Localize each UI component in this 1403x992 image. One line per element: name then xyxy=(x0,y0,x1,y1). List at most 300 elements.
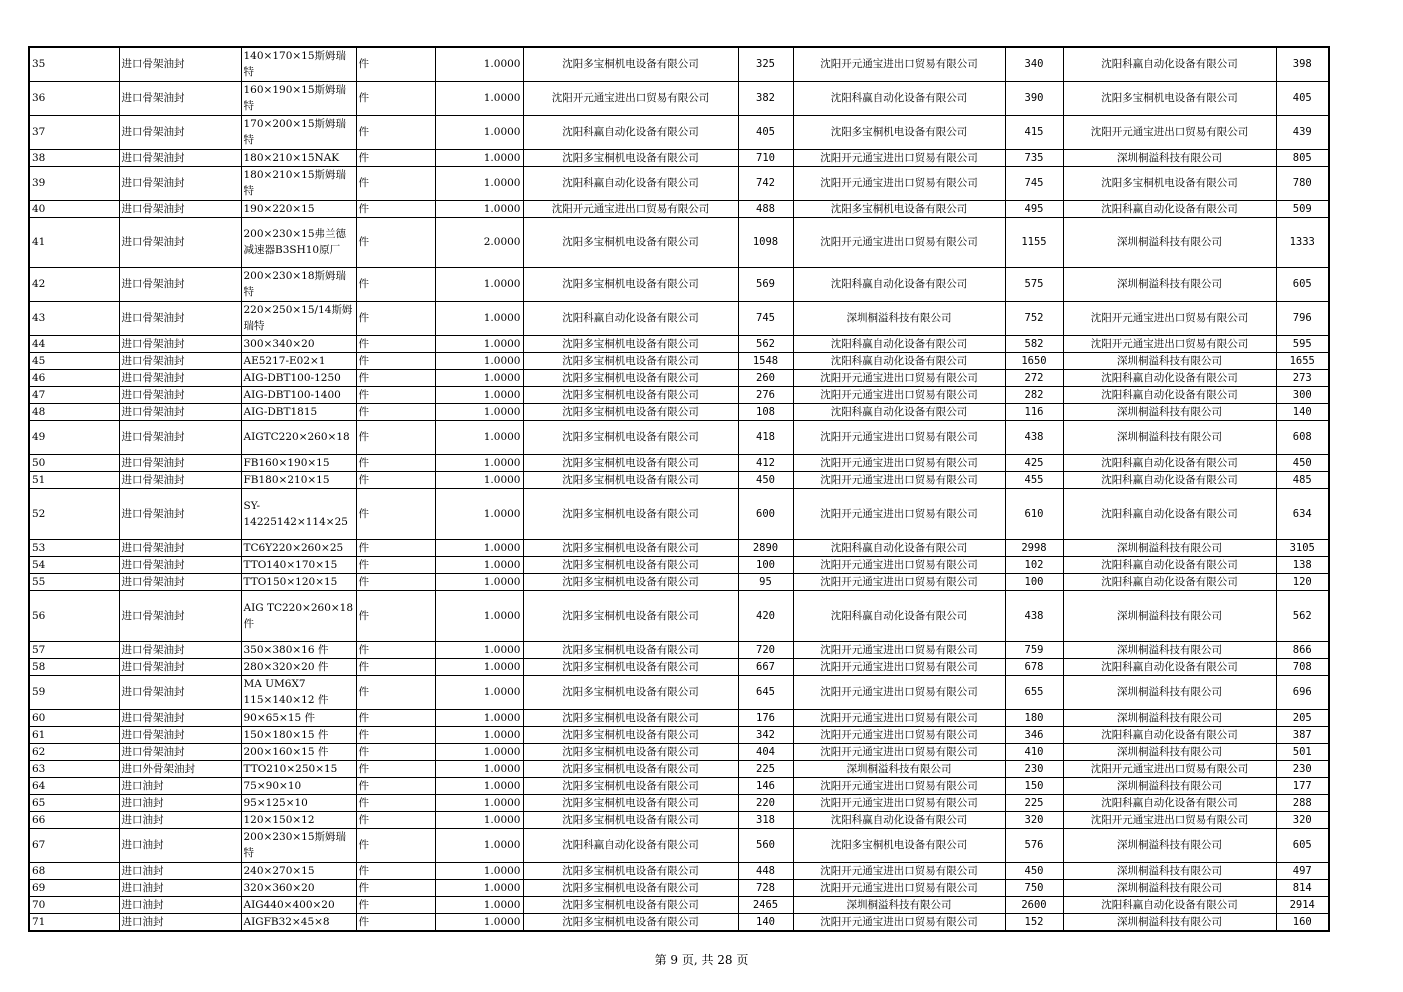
item-quantity: 1.0000 xyxy=(435,149,523,166)
supplier-3: 深圳桐溢科技有限公司 xyxy=(1063,862,1276,879)
row-number: 39 xyxy=(29,166,119,200)
item-spec: AIG TC220×260×18 件 xyxy=(241,590,356,641)
supplier-3: 深圳桐溢科技有限公司 xyxy=(1063,641,1276,658)
supplier-2: 沈阳开元通宝进出口贸易有限公司 xyxy=(793,217,1005,267)
row-number: 47 xyxy=(29,386,119,403)
row-number: 69 xyxy=(29,879,119,896)
price-3: 140 xyxy=(1276,403,1329,420)
price-2: 576 xyxy=(1005,828,1063,862)
item-quantity: 1.0000 xyxy=(435,267,523,301)
supplier-1: 沈阳多宝桐机电设备有限公司 xyxy=(523,217,738,267)
supplier-3: 深圳桐溢科技有限公司 xyxy=(1063,675,1276,709)
price-3: 605 xyxy=(1276,828,1329,862)
item-name: 进口油封 xyxy=(119,913,241,931)
price-2: 230 xyxy=(1005,760,1063,777)
price-1: 560 xyxy=(738,828,793,862)
table-row xyxy=(29,539,1329,556)
table-row xyxy=(29,811,1329,828)
item-quantity: 1.0000 xyxy=(435,828,523,862)
supplier-2: 沈阳开元通宝进出口贸易有限公司 xyxy=(793,726,1005,743)
item-unit: 件 xyxy=(356,166,435,200)
price-1: 225 xyxy=(738,760,793,777)
row-number: 66 xyxy=(29,811,119,828)
item-spec: AIG-DBT100-1250 xyxy=(241,369,356,386)
supplier-1: 沈阳多宝桐机电设备有限公司 xyxy=(523,641,738,658)
price-1: 418 xyxy=(738,420,793,454)
item-spec: MA UM6X7 115×140×12 件 xyxy=(241,675,356,709)
item-name: 进口骨架油封 xyxy=(119,420,241,454)
price-2: 438 xyxy=(1005,590,1063,641)
item-spec: 170×200×15斯姆瑞特 xyxy=(241,115,356,149)
item-spec: TC6Y220×260×25 xyxy=(241,539,356,556)
item-unit: 件 xyxy=(356,488,435,539)
supplier-1: 沈阳多宝桐机电设备有限公司 xyxy=(523,896,738,913)
item-unit: 件 xyxy=(356,386,435,403)
price-2: 759 xyxy=(1005,641,1063,658)
price-2: 225 xyxy=(1005,794,1063,811)
row-number: 37 xyxy=(29,115,119,149)
price-1: 325 xyxy=(738,47,793,81)
supplier-2: 沈阳多宝桐机电设备有限公司 xyxy=(793,200,1005,217)
item-spec: SY-14225142×114×25 xyxy=(241,488,356,539)
supplier-1: 沈阳多宝桐机电设备有限公司 xyxy=(523,488,738,539)
table-row xyxy=(29,47,1329,81)
item-unit: 件 xyxy=(356,81,435,115)
row-number: 55 xyxy=(29,573,119,590)
item-quantity: 1.0000 xyxy=(435,896,523,913)
supplier-1: 沈阳多宝桐机电设备有限公司 xyxy=(523,862,738,879)
item-unit: 件 xyxy=(356,658,435,675)
table-row xyxy=(29,488,1329,539)
item-name: 进口油封 xyxy=(119,862,241,879)
price-1: 420 xyxy=(738,590,793,641)
item-spec: 90×65×15 件 xyxy=(241,709,356,726)
item-name: 进口油封 xyxy=(119,879,241,896)
item-spec: TTO140×170×15 xyxy=(241,556,356,573)
supplier-1: 沈阳多宝桐机电设备有限公司 xyxy=(523,777,738,794)
price-3: 708 xyxy=(1276,658,1329,675)
supplier-2: 沈阳开元通宝进出口贸易有限公司 xyxy=(793,420,1005,454)
item-unit: 件 xyxy=(356,200,435,217)
item-unit: 件 xyxy=(356,862,435,879)
item-quantity: 1.0000 xyxy=(435,573,523,590)
price-1: 176 xyxy=(738,709,793,726)
supplier-3: 沈阳科赢自动化设备有限公司 xyxy=(1063,658,1276,675)
item-quantity: 1.0000 xyxy=(435,539,523,556)
row-number: 43 xyxy=(29,301,119,335)
item-name: 进口骨架油封 xyxy=(119,149,241,166)
supplier-1: 沈阳多宝桐机电设备有限公司 xyxy=(523,590,738,641)
price-3: 120 xyxy=(1276,573,1329,590)
price-2: 340 xyxy=(1005,47,1063,81)
item-name: 进口骨架油封 xyxy=(119,743,241,760)
supplier-3: 沈阳开元通宝进出口贸易有限公司 xyxy=(1063,811,1276,828)
table-row xyxy=(29,149,1329,166)
item-spec: FB160×190×15 xyxy=(241,454,356,471)
supplier-1: 沈阳多宝桐机电设备有限公司 xyxy=(523,149,738,166)
page-footer: 第 9 页, 共 28 页 xyxy=(654,953,749,967)
item-spec: 120×150×12 xyxy=(241,811,356,828)
supplier-3: 深圳桐溢科技有限公司 xyxy=(1063,590,1276,641)
item-quantity: 1.0000 xyxy=(435,200,523,217)
supplier-1: 沈阳多宝桐机电设备有限公司 xyxy=(523,794,738,811)
supplier-2: 沈阳开元通宝进出口贸易有限公司 xyxy=(793,709,1005,726)
supplier-2: 沈阳科赢自动化设备有限公司 xyxy=(793,335,1005,352)
item-spec: 140×170×15斯姆瑞特 xyxy=(241,47,356,81)
item-name: 进口骨架油封 xyxy=(119,658,241,675)
price-3: 501 xyxy=(1276,743,1329,760)
supplier-1: 沈阳开元通宝进出口贸易有限公司 xyxy=(523,200,738,217)
price-2: 750 xyxy=(1005,879,1063,896)
table-row xyxy=(29,166,1329,200)
price-3: 273 xyxy=(1276,369,1329,386)
price-1: 488 xyxy=(738,200,793,217)
item-quantity: 1.0000 xyxy=(435,556,523,573)
item-quantity: 1.0000 xyxy=(435,454,523,471)
item-unit: 件 xyxy=(356,590,435,641)
item-quantity: 1.0000 xyxy=(435,709,523,726)
price-2: 745 xyxy=(1005,166,1063,200)
item-quantity: 1.0000 xyxy=(435,352,523,369)
item-name: 进口骨架油封 xyxy=(119,709,241,726)
price-1: 710 xyxy=(738,149,793,166)
price-2: 450 xyxy=(1005,862,1063,879)
item-unit: 件 xyxy=(356,352,435,369)
supplier-2: 沈阳开元通宝进出口贸易有限公司 xyxy=(793,794,1005,811)
table-row xyxy=(29,369,1329,386)
item-spec: 180×210×15斯姆瑞特 xyxy=(241,166,356,200)
row-number: 42 xyxy=(29,267,119,301)
supplier-3: 沈阳科赢自动化设备有限公司 xyxy=(1063,794,1276,811)
price-3: 608 xyxy=(1276,420,1329,454)
row-number: 54 xyxy=(29,556,119,573)
item-spec: AIGTC220×260×18 xyxy=(241,420,356,454)
supplier-3: 沈阳科赢自动化设备有限公司 xyxy=(1063,454,1276,471)
price-3: 138 xyxy=(1276,556,1329,573)
item-unit: 件 xyxy=(356,471,435,488)
price-1: 728 xyxy=(738,879,793,896)
row-number: 60 xyxy=(29,709,119,726)
item-quantity: 1.0000 xyxy=(435,335,523,352)
price-3: 288 xyxy=(1276,794,1329,811)
price-1: 2890 xyxy=(738,539,793,556)
table-row xyxy=(29,794,1329,811)
supplier-2: 深圳桐溢科技有限公司 xyxy=(793,896,1005,913)
row-number: 65 xyxy=(29,794,119,811)
supplier-2: 沈阳开元通宝进出口贸易有限公司 xyxy=(793,879,1005,896)
supplier-3: 沈阳多宝桐机电设备有限公司 xyxy=(1063,166,1276,200)
supplier-3: 沈阳开元通宝进出口贸易有限公司 xyxy=(1063,301,1276,335)
supplier-1: 沈阳多宝桐机电设备有限公司 xyxy=(523,369,738,386)
supplier-2: 沈阳开元通宝进出口贸易有限公司 xyxy=(793,149,1005,166)
item-spec: 200×230×15斯姆瑞特 xyxy=(241,828,356,862)
price-3: 485 xyxy=(1276,471,1329,488)
supplier-1: 沈阳多宝桐机电设备有限公司 xyxy=(523,47,738,81)
price-3: 1655 xyxy=(1276,352,1329,369)
item-name: 进口油封 xyxy=(119,777,241,794)
price-2: 100 xyxy=(1005,573,1063,590)
row-number: 56 xyxy=(29,590,119,641)
item-name: 进口骨架油封 xyxy=(119,386,241,403)
supplier-1: 沈阳多宝桐机电设备有限公司 xyxy=(523,539,738,556)
item-spec: 200×230×15弗兰德减速器B3SH10原厂 xyxy=(241,217,356,267)
item-spec: 300×340×20 xyxy=(241,335,356,352)
item-spec: 200×160×15 件 xyxy=(241,743,356,760)
price-2: 150 xyxy=(1005,777,1063,794)
item-quantity: 1.0000 xyxy=(435,166,523,200)
supplier-2: 沈阳开元通宝进出口贸易有限公司 xyxy=(793,47,1005,81)
item-unit: 件 xyxy=(356,47,435,81)
table-row xyxy=(29,386,1329,403)
supplier-2: 沈阳开元通宝进出口贸易有限公司 xyxy=(793,471,1005,488)
supplier-2: 沈阳开元通宝进出口贸易有限公司 xyxy=(793,166,1005,200)
item-unit: 件 xyxy=(356,760,435,777)
table-row xyxy=(29,267,1329,301)
item-unit: 件 xyxy=(356,726,435,743)
price-1: 569 xyxy=(738,267,793,301)
table-row xyxy=(29,828,1329,862)
row-number: 58 xyxy=(29,658,119,675)
item-quantity: 1.0000 xyxy=(435,471,523,488)
item-unit: 件 xyxy=(356,675,435,709)
supplier-2: 深圳桐溢科技有限公司 xyxy=(793,760,1005,777)
item-name: 进口油封 xyxy=(119,794,241,811)
price-2: 282 xyxy=(1005,386,1063,403)
price-1: 1098 xyxy=(738,217,793,267)
supplier-2: 沈阳开元通宝进出口贸易有限公司 xyxy=(793,573,1005,590)
item-unit: 件 xyxy=(356,879,435,896)
item-spec: 350×380×16 件 xyxy=(241,641,356,658)
supplier-3: 沈阳科赢自动化设备有限公司 xyxy=(1063,556,1276,573)
item-quantity: 1.0000 xyxy=(435,420,523,454)
item-name: 进口油封 xyxy=(119,828,241,862)
row-number: 67 xyxy=(29,828,119,862)
table-row xyxy=(29,760,1329,777)
price-1: 450 xyxy=(738,471,793,488)
item-quantity: 1.0000 xyxy=(435,760,523,777)
price-3: 2914 xyxy=(1276,896,1329,913)
supplier-2: 沈阳开元通宝进出口贸易有限公司 xyxy=(793,556,1005,573)
item-name: 进口骨架油封 xyxy=(119,454,241,471)
item-quantity: 1.0000 xyxy=(435,913,523,931)
item-name: 进口骨架油封 xyxy=(119,115,241,149)
row-number: 45 xyxy=(29,352,119,369)
price-1: 645 xyxy=(738,675,793,709)
price-3: 320 xyxy=(1276,811,1329,828)
price-3: 562 xyxy=(1276,590,1329,641)
item-quantity: 1.0000 xyxy=(435,641,523,658)
item-unit: 件 xyxy=(356,420,435,454)
item-quantity: 1.0000 xyxy=(435,675,523,709)
table-row xyxy=(29,471,1329,488)
item-quantity: 1.0000 xyxy=(435,47,523,81)
item-spec: 220×250×15/14斯姆瑞特 xyxy=(241,301,356,335)
price-3: 160 xyxy=(1276,913,1329,931)
supplier-1: 沈阳多宝桐机电设备有限公司 xyxy=(523,760,738,777)
supplier-1: 沈阳多宝桐机电设备有限公司 xyxy=(523,811,738,828)
supplier-2: 沈阳多宝桐机电设备有限公司 xyxy=(793,828,1005,862)
price-3: 595 xyxy=(1276,335,1329,352)
row-number: 40 xyxy=(29,200,119,217)
price-1: 108 xyxy=(738,403,793,420)
table-row xyxy=(29,675,1329,709)
item-unit: 件 xyxy=(356,369,435,386)
supplier-1: 沈阳多宝桐机电设备有限公司 xyxy=(523,743,738,760)
item-unit: 件 xyxy=(356,573,435,590)
supplier-2: 沈阳科赢自动化设备有限公司 xyxy=(793,352,1005,369)
supplier-2: 沈阳开元通宝进出口贸易有限公司 xyxy=(793,658,1005,675)
item-unit: 件 xyxy=(356,913,435,931)
price-2: 415 xyxy=(1005,115,1063,149)
row-number: 53 xyxy=(29,539,119,556)
price-1: 382 xyxy=(738,81,793,115)
supplier-3: 沈阳开元通宝进出口贸易有限公司 xyxy=(1063,760,1276,777)
item-spec: AIG440×400×20 xyxy=(241,896,356,913)
price-3: 1333 xyxy=(1276,217,1329,267)
item-name: 进口油封 xyxy=(119,896,241,913)
price-2: 495 xyxy=(1005,200,1063,217)
row-number: 68 xyxy=(29,862,119,879)
item-quantity: 1.0000 xyxy=(435,81,523,115)
row-number: 52 xyxy=(29,488,119,539)
price-1: 600 xyxy=(738,488,793,539)
row-number: 61 xyxy=(29,726,119,743)
supplier-1: 沈阳多宝桐机电设备有限公司 xyxy=(523,879,738,896)
supplier-3: 沈阳科赢自动化设备有限公司 xyxy=(1063,726,1276,743)
item-unit: 件 xyxy=(356,777,435,794)
supplier-2: 沈阳开元通宝进出口贸易有限公司 xyxy=(793,777,1005,794)
row-number: 70 xyxy=(29,896,119,913)
item-quantity: 1.0000 xyxy=(435,590,523,641)
item-quantity: 1.0000 xyxy=(435,777,523,794)
item-unit: 件 xyxy=(356,794,435,811)
table-row xyxy=(29,726,1329,743)
row-number: 59 xyxy=(29,675,119,709)
item-quantity: 1.0000 xyxy=(435,301,523,335)
price-2: 1155 xyxy=(1005,217,1063,267)
supplier-3: 深圳桐溢科技有限公司 xyxy=(1063,420,1276,454)
supplier-2: 沈阳科赢自动化设备有限公司 xyxy=(793,811,1005,828)
item-unit: 件 xyxy=(356,811,435,828)
item-quantity: 1.0000 xyxy=(435,115,523,149)
supplier-1: 沈阳多宝桐机电设备有限公司 xyxy=(523,471,738,488)
table-row xyxy=(29,641,1329,658)
price-1: 742 xyxy=(738,166,793,200)
price-2: 678 xyxy=(1005,658,1063,675)
supplier-1: 沈阳科赢自动化设备有限公司 xyxy=(523,115,738,149)
price-1: 667 xyxy=(738,658,793,675)
supplier-3: 深圳桐溢科技有限公司 xyxy=(1063,743,1276,760)
supplier-2: 沈阳开元通宝进出口贸易有限公司 xyxy=(793,641,1005,658)
price-2: 438 xyxy=(1005,420,1063,454)
supplier-1: 沈阳多宝桐机电设备有限公司 xyxy=(523,352,738,369)
table-row xyxy=(29,454,1329,471)
row-number: 48 xyxy=(29,403,119,420)
price-2: 575 xyxy=(1005,267,1063,301)
supplier-1: 沈阳多宝桐机电设备有限公司 xyxy=(523,335,738,352)
item-quantity: 1.0000 xyxy=(435,862,523,879)
item-spec: FB180×210×15 xyxy=(241,471,356,488)
item-name: 进口骨架油封 xyxy=(119,556,241,573)
price-3: 177 xyxy=(1276,777,1329,794)
item-name: 进口骨架油封 xyxy=(119,488,241,539)
item-name: 进口骨架油封 xyxy=(119,200,241,217)
item-name: 进口油封 xyxy=(119,811,241,828)
supplier-2: 沈阳科赢自动化设备有限公司 xyxy=(793,403,1005,420)
price-2: 610 xyxy=(1005,488,1063,539)
supplier-3: 沈阳开元通宝进出口贸易有限公司 xyxy=(1063,115,1276,149)
item-quantity: 1.0000 xyxy=(435,386,523,403)
item-spec: 190×220×15 xyxy=(241,200,356,217)
item-name: 进口骨架油封 xyxy=(119,267,241,301)
item-spec: AIGFB32×45×8 xyxy=(241,913,356,931)
supplier-3: 沈阳科赢自动化设备有限公司 xyxy=(1063,386,1276,403)
table-row xyxy=(29,420,1329,454)
supplier-2: 沈阳开元通宝进出口贸易有限公司 xyxy=(793,743,1005,760)
price-2: 735 xyxy=(1005,149,1063,166)
price-3: 605 xyxy=(1276,267,1329,301)
table-row xyxy=(29,200,1329,217)
price-1: 342 xyxy=(738,726,793,743)
price-1: 140 xyxy=(738,913,793,931)
item-spec: TTO150×120×15 xyxy=(241,573,356,590)
item-unit: 件 xyxy=(356,539,435,556)
price-2: 410 xyxy=(1005,743,1063,760)
supplier-3: 深圳桐溢科技有限公司 xyxy=(1063,352,1276,369)
price-3: 814 xyxy=(1276,879,1329,896)
item-unit: 件 xyxy=(356,641,435,658)
table-row xyxy=(29,777,1329,794)
table-row xyxy=(29,115,1329,149)
supplier-3: 沈阳开元通宝进出口贸易有限公司 xyxy=(1063,335,1276,352)
row-number: 71 xyxy=(29,913,119,931)
supplier-2: 沈阳开元通宝进出口贸易有限公司 xyxy=(793,386,1005,403)
price-2: 582 xyxy=(1005,335,1063,352)
price-3: 439 xyxy=(1276,115,1329,149)
row-number: 46 xyxy=(29,369,119,386)
item-unit: 件 xyxy=(356,743,435,760)
price-1: 260 xyxy=(738,369,793,386)
supplier-1: 沈阳科赢自动化设备有限公司 xyxy=(523,828,738,862)
price-2: 152 xyxy=(1005,913,1063,931)
price-2: 2998 xyxy=(1005,539,1063,556)
price-3: 796 xyxy=(1276,301,1329,335)
supplier-1: 沈阳多宝桐机电设备有限公司 xyxy=(523,386,738,403)
item-quantity: 1.0000 xyxy=(435,658,523,675)
item-spec: 240×270×15 xyxy=(241,862,356,879)
supplier-1: 沈阳多宝桐机电设备有限公司 xyxy=(523,658,738,675)
supplier-2: 沈阳开元通宝进出口贸易有限公司 xyxy=(793,913,1005,931)
item-spec: AIG-DBT1815 xyxy=(241,403,356,420)
supplier-3: 沈阳科赢自动化设备有限公司 xyxy=(1063,471,1276,488)
item-unit: 件 xyxy=(356,149,435,166)
supplier-3: 沈阳科赢自动化设备有限公司 xyxy=(1063,896,1276,913)
item-unit: 件 xyxy=(356,709,435,726)
price-1: 404 xyxy=(738,743,793,760)
table-row xyxy=(29,709,1329,726)
item-name: 进口骨架油封 xyxy=(119,335,241,352)
item-unit: 件 xyxy=(356,115,435,149)
table-row xyxy=(29,658,1329,675)
item-quantity: 1.0000 xyxy=(435,488,523,539)
item-quantity: 1.0000 xyxy=(435,403,523,420)
item-name: 进口骨架油封 xyxy=(119,369,241,386)
table-row xyxy=(29,913,1329,931)
item-name: 进口骨架油封 xyxy=(119,675,241,709)
item-name: 进口骨架油封 xyxy=(119,471,241,488)
price-2: 272 xyxy=(1005,369,1063,386)
row-number: 44 xyxy=(29,335,119,352)
